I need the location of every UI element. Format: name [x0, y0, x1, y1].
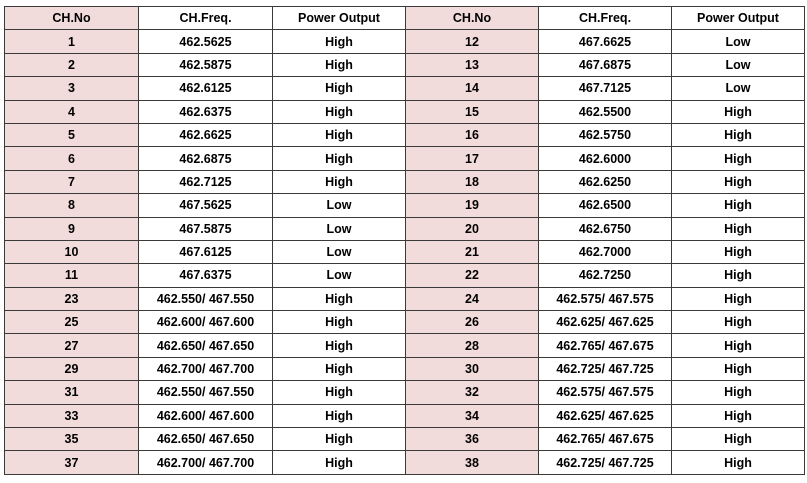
- cell-ch-freq-left: 462.700/ 467.700: [139, 357, 273, 380]
- cell-ch-no-left: 3: [5, 77, 139, 100]
- cell-power-output-left: High: [273, 404, 406, 427]
- table-row: [5, 451, 805, 474]
- header-ch-freq-right: CH.Freq.: [539, 7, 672, 30]
- cell-ch-no-right: 36: [406, 428, 539, 451]
- cell-ch-no-left: 31: [5, 381, 139, 404]
- cell-ch-freq-left: 462.6625: [139, 123, 273, 146]
- cell-power-output-right: High: [672, 334, 805, 357]
- cell-ch-freq-right: 467.6625: [539, 30, 672, 53]
- cell-power-output-left: High: [273, 170, 406, 193]
- cell-ch-freq-right: 462.5750: [539, 123, 672, 146]
- table-row: [5, 217, 805, 240]
- cell-power-output-right: High: [672, 311, 805, 334]
- cell-ch-no-left: 9: [5, 217, 139, 240]
- cell-ch-no-left: 4: [5, 100, 139, 123]
- cell-power-output-left: High: [273, 287, 406, 310]
- cell-power-output-left: High: [273, 428, 406, 451]
- cell-ch-no-right: 13: [406, 53, 539, 76]
- cell-ch-freq-left: 462.650/ 467.650: [139, 428, 273, 451]
- table-row: [5, 123, 805, 146]
- cell-ch-no-left: 2: [5, 53, 139, 76]
- cell-ch-no-right: 21: [406, 240, 539, 263]
- cell-power-output-left: High: [273, 334, 406, 357]
- cell-ch-freq-left: 462.550/ 467.550: [139, 381, 273, 404]
- channel-frequency-table: [4, 6, 805, 475]
- cell-ch-no-left: 7: [5, 170, 139, 193]
- cell-ch-freq-right: 462.725/ 467.725: [539, 451, 672, 474]
- table-row: [5, 77, 805, 100]
- cell-power-output-left: High: [273, 381, 406, 404]
- cell-ch-freq-right: 462.765/ 467.675: [539, 428, 672, 451]
- cell-power-output-right: Low: [672, 77, 805, 100]
- cell-ch-freq-right: 462.765/ 467.675: [539, 334, 672, 357]
- cell-ch-freq-left: 462.5875: [139, 53, 273, 76]
- cell-ch-no-right: 24: [406, 287, 539, 310]
- table-row: [5, 100, 805, 123]
- cell-power-output-right: High: [672, 100, 805, 123]
- cell-power-output-right: High: [672, 451, 805, 474]
- cell-power-output-left: High: [273, 30, 406, 53]
- cell-power-output-left: High: [273, 100, 406, 123]
- table-row: [5, 357, 805, 380]
- cell-ch-freq-left: 462.7125: [139, 170, 273, 193]
- cell-power-output-left: High: [273, 147, 406, 170]
- table-row: [5, 334, 805, 357]
- cell-power-output-left: High: [273, 77, 406, 100]
- cell-power-output-right: High: [672, 194, 805, 217]
- cell-ch-no-right: 19: [406, 194, 539, 217]
- cell-ch-freq-right: 467.7125: [539, 77, 672, 100]
- cell-ch-freq-right: 462.625/ 467.625: [539, 311, 672, 334]
- table-row: [5, 264, 805, 287]
- cell-power-output-left: Low: [273, 194, 406, 217]
- cell-power-output-right: Low: [672, 53, 805, 76]
- cell-ch-freq-right: 462.575/ 467.575: [539, 287, 672, 310]
- cell-ch-no-left: 11: [5, 264, 139, 287]
- cell-ch-freq-right: 462.6250: [539, 170, 672, 193]
- table-wrapper: [4, 6, 805, 475]
- cell-ch-no-left: 37: [5, 451, 139, 474]
- cell-power-output-right: High: [672, 170, 805, 193]
- cell-ch-no-left: 23: [5, 287, 139, 310]
- cell-ch-freq-right: 462.575/ 467.575: [539, 381, 672, 404]
- cell-ch-freq-left: 467.5875: [139, 217, 273, 240]
- cell-ch-freq-left: 462.5625: [139, 30, 273, 53]
- cell-ch-freq-left: 462.600/ 467.600: [139, 404, 273, 427]
- cell-power-output-right: Low: [672, 30, 805, 53]
- cell-ch-freq-right: 467.6875: [539, 53, 672, 76]
- cell-ch-no-left: 1: [5, 30, 139, 53]
- cell-ch-no-right: 14: [406, 77, 539, 100]
- header-power-output-right: Power Output: [672, 7, 805, 30]
- cell-ch-no-right: 28: [406, 334, 539, 357]
- cell-power-output-left: Low: [273, 240, 406, 263]
- cell-ch-freq-right: 462.5500: [539, 100, 672, 123]
- cell-power-output-right: High: [672, 357, 805, 380]
- table-row: [5, 194, 805, 217]
- cell-ch-no-right: 30: [406, 357, 539, 380]
- cell-ch-no-right: 26: [406, 311, 539, 334]
- cell-ch-no-right: 34: [406, 404, 539, 427]
- cell-ch-freq-left: 462.6875: [139, 147, 273, 170]
- cell-ch-no-left: 10: [5, 240, 139, 263]
- table-row: [5, 170, 805, 193]
- table-row: [5, 287, 805, 310]
- cell-power-output-left: Low: [273, 264, 406, 287]
- table-body: [5, 30, 805, 474]
- cell-ch-freq-left: 462.600/ 467.600: [139, 311, 273, 334]
- cell-ch-no-left: 33: [5, 404, 139, 427]
- cell-power-output-right: High: [672, 240, 805, 263]
- table-row: [5, 404, 805, 427]
- cell-power-output-left: Low: [273, 217, 406, 240]
- cell-power-output-left: High: [273, 451, 406, 474]
- cell-ch-freq-right: 462.7000: [539, 240, 672, 263]
- cell-ch-no-right: 22: [406, 264, 539, 287]
- cell-power-output-right: High: [672, 428, 805, 451]
- cell-ch-freq-left: 462.650/ 467.650: [139, 334, 273, 357]
- cell-power-output-right: High: [672, 147, 805, 170]
- cell-power-output-right: High: [672, 287, 805, 310]
- cell-power-output-left: High: [273, 311, 406, 334]
- header-power-output-left: Power Output: [273, 7, 406, 30]
- cell-ch-freq-right: 462.625/ 467.625: [539, 404, 672, 427]
- table-row: [5, 381, 805, 404]
- cell-power-output-right: High: [672, 264, 805, 287]
- cell-ch-freq-right: 462.7250: [539, 264, 672, 287]
- header-ch-freq-left: CH.Freq.: [139, 7, 273, 30]
- header-ch-no-right: CH.No: [406, 7, 539, 30]
- table-row: [5, 240, 805, 263]
- cell-ch-freq-left: 467.6375: [139, 264, 273, 287]
- cell-power-output-right: High: [672, 381, 805, 404]
- cell-ch-freq-right: 462.725/ 467.725: [539, 357, 672, 380]
- table-row: [5, 428, 805, 451]
- cell-ch-freq-left: 462.6375: [139, 100, 273, 123]
- cell-power-output-left: High: [273, 53, 406, 76]
- cell-ch-no-left: 8: [5, 194, 139, 217]
- cell-ch-no-right: 32: [406, 381, 539, 404]
- cell-ch-freq-right: 462.6500: [539, 194, 672, 217]
- cell-ch-freq-left: 467.6125: [139, 240, 273, 263]
- cell-power-output-left: High: [273, 357, 406, 380]
- cell-ch-no-left: 6: [5, 147, 139, 170]
- cell-ch-freq-left: 462.550/ 467.550: [139, 287, 273, 310]
- cell-ch-freq-right: 462.6750: [539, 217, 672, 240]
- cell-ch-no-left: 27: [5, 334, 139, 357]
- cell-ch-no-left: 35: [5, 428, 139, 451]
- cell-ch-no-right: 15: [406, 100, 539, 123]
- cell-ch-no-right: 17: [406, 147, 539, 170]
- table-row: [5, 53, 805, 76]
- cell-ch-no-right: 16: [406, 123, 539, 146]
- table-row: [5, 311, 805, 334]
- cell-ch-freq-right: 462.6000: [539, 147, 672, 170]
- cell-ch-no-left: 25: [5, 311, 139, 334]
- cell-ch-freq-left: 467.5625: [139, 194, 273, 217]
- table-row: [5, 147, 805, 170]
- header-row: [5, 7, 805, 30]
- cell-power-output-right: High: [672, 404, 805, 427]
- cell-power-output-right: High: [672, 217, 805, 240]
- cell-ch-freq-left: 462.6125: [139, 77, 273, 100]
- cell-ch-no-right: 20: [406, 217, 539, 240]
- cell-ch-no-right: 18: [406, 170, 539, 193]
- header-ch-no-left: CH.No: [5, 7, 139, 30]
- cell-ch-no-left: 5: [5, 123, 139, 146]
- cell-power-output-right: High: [672, 123, 805, 146]
- cell-ch-no-right: 12: [406, 30, 539, 53]
- cell-power-output-left: High: [273, 123, 406, 146]
- cell-ch-no-left: 29: [5, 357, 139, 380]
- table-row: [5, 30, 805, 53]
- cell-ch-no-right: 38: [406, 451, 539, 474]
- cell-ch-freq-left: 462.700/ 467.700: [139, 451, 273, 474]
